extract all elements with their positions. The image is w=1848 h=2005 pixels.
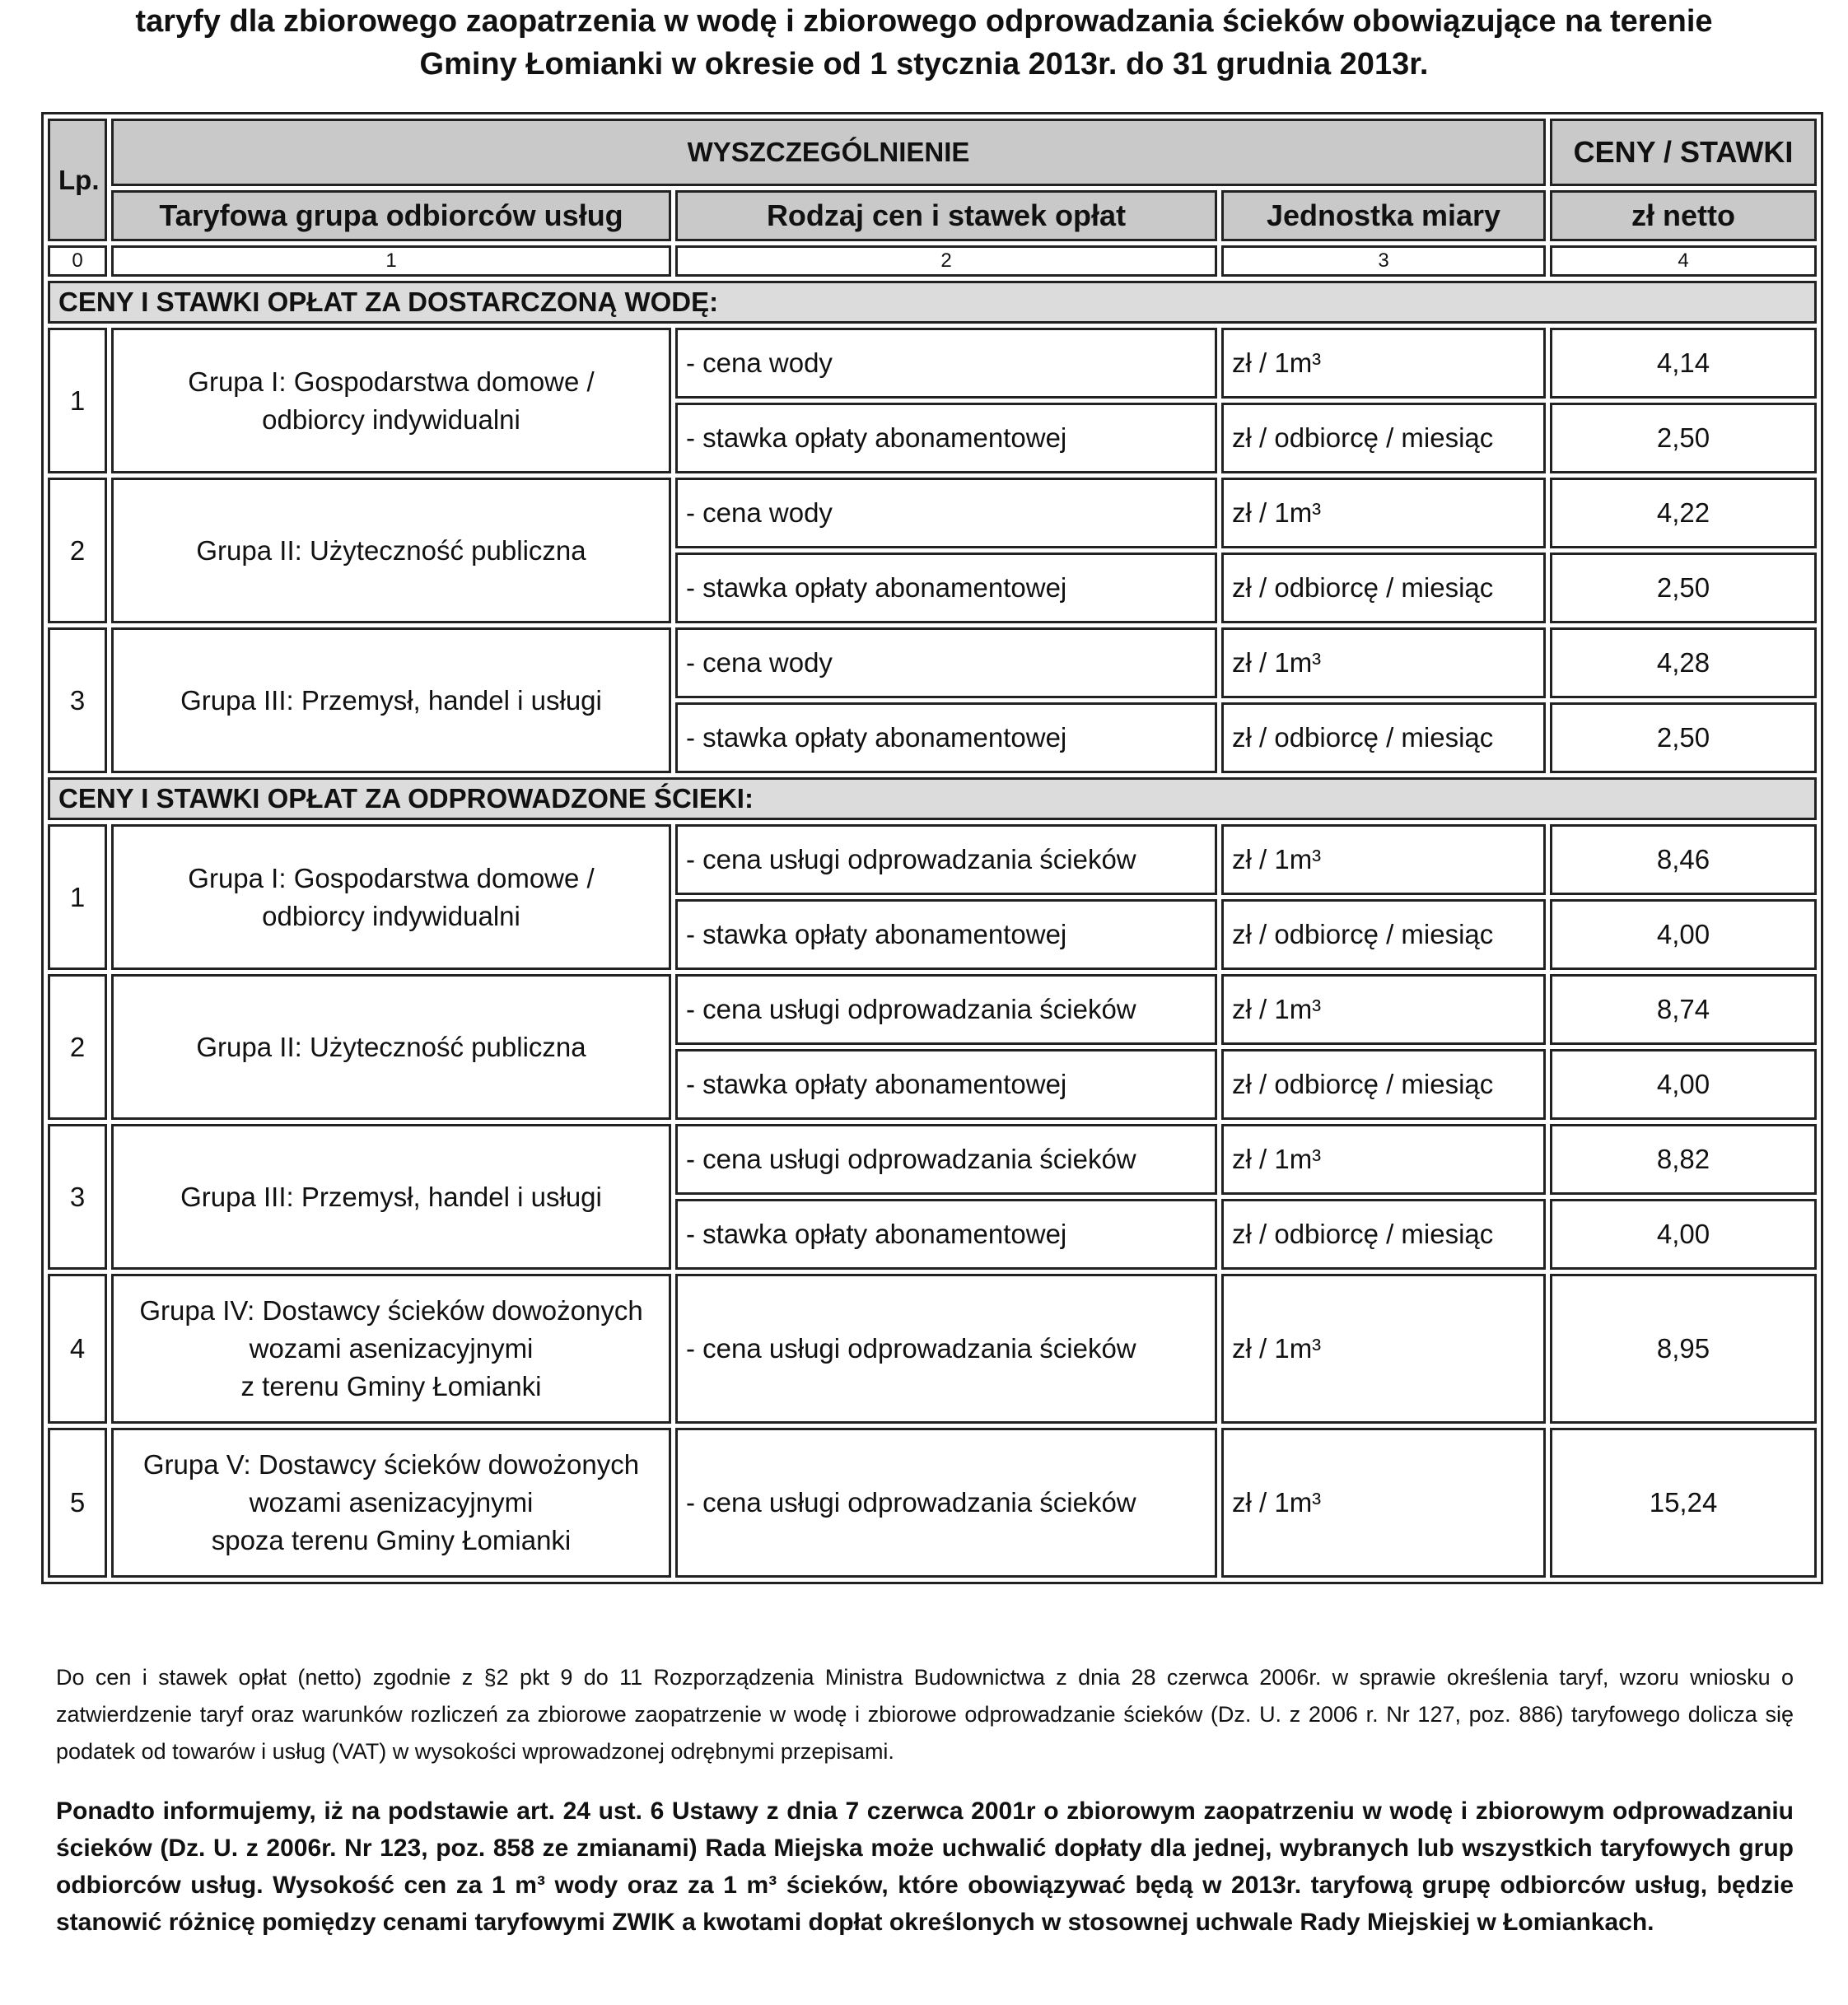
- column-index-0: 0: [48, 245, 107, 277]
- unit: zł / odbiorcę / miesiąc: [1221, 1199, 1546, 1270]
- group-name: [111, 1124, 671, 1270]
- group-name-line: odbiorcy indywidualni: [262, 900, 520, 931]
- table-row: [48, 824, 1817, 895]
- price: 15,24: [1550, 1428, 1817, 1578]
- group-name-line: Grupa V: Dostawcy ścieków dowożonych: [142, 1449, 640, 1480]
- group-lp: 1: [48, 824, 107, 970]
- group-name: [111, 328, 671, 473]
- section-sewage-title: CENY I STAWKI OPŁAT ZA ODPROWADZONE ŚCIEKI:: [48, 777, 1817, 820]
- charge-type: - stawka opłaty abonamentowej: [675, 899, 1217, 970]
- group-name: [111, 974, 671, 1120]
- unit: zł / odbiorcę / miesiąc: [1221, 1049, 1546, 1120]
- charge-type: - cena usługi odprowadzania ścieków: [675, 824, 1217, 895]
- group-name-line: wozami asenizacyjnymi: [249, 1333, 534, 1364]
- charge-type: - stawka opłaty abonamentowej: [675, 702, 1217, 773]
- charge-type: - cena wody: [675, 627, 1217, 698]
- header-jednostka: Jednostka miary: [1221, 190, 1546, 241]
- price: 2,50: [1550, 403, 1817, 473]
- charge-type: - stawka opłaty abonamentowej: [675, 553, 1217, 623]
- group-lp: 3: [48, 1124, 107, 1270]
- price: 2,50: [1550, 702, 1817, 773]
- group-lp: 1: [48, 328, 107, 473]
- unit: zł / 1m³: [1221, 627, 1546, 698]
- group-lp: 2: [48, 974, 107, 1120]
- group-name-line: wozami asenizacyjnymi: [249, 1487, 534, 1518]
- group-name-line: Grupa III: Przemysł, handel i usługi: [180, 684, 602, 716]
- unit: zł / 1m³: [1221, 328, 1546, 399]
- group-name-line: odbiorcy indywidualni: [262, 403, 520, 435]
- unit: zł / odbiorcę / miesiąc: [1221, 702, 1546, 773]
- charge-type: - stawka opłaty abonamentowej: [675, 1049, 1217, 1120]
- table-row: [48, 1124, 1817, 1195]
- unit: zł / odbiorcę / miesiąc: [1221, 899, 1546, 970]
- group-name: [111, 1428, 671, 1578]
- column-index-3: 3: [1221, 245, 1546, 277]
- header-rodzaj: Rodzaj cen i stawek opłat: [675, 190, 1217, 241]
- group-name-line: Grupa I: Gospodarstwa domowe /: [188, 862, 595, 893]
- title-line-2: Gminy Łomianki w okresie od 1 stycznia 2013r. do 31 grudnia 2013r.: [419, 47, 1429, 82]
- table-row: [48, 328, 1817, 399]
- group-name-line: Grupa I: Gospodarstwa domowe /: [188, 366, 595, 397]
- price: 8,82: [1550, 1124, 1817, 1195]
- price: 4,22: [1550, 478, 1817, 548]
- charge-type: - cena wody: [675, 478, 1217, 548]
- price: 4,00: [1550, 899, 1817, 970]
- header-netto: zł netto: [1550, 190, 1817, 241]
- unit: zł / 1m³: [1221, 1274, 1546, 1424]
- unit: zł / 1m³: [1221, 478, 1546, 548]
- unit: zł / 1m³: [1221, 974, 1546, 1045]
- notice: Ponadto informujemy, iż na podstawie art. 24 ust. 6 Ustawy z dnia 7 czerwca 2001r o zbiorowym zaopatrzeniu w wodę i zbiorowym odprowadzaniu ścieków (Dz. U. z 2006r. Nr 123, poz. 858 ze zmianami) Rada Miejska może uchwalić dopłaty dla jednej, wybranych lub wszystkich taryfowych grup odbiorców usług. Wysokość cen za 1 m³ wody oraz za 1 m³ ścieków, które obowiązywać będą w 2013r. taryfową grupę odbiorców usług, będzie stanowić różnicę pomiędzy cenami taryfowymi ZWIK a kwotami dopłat określonych w stosownej uchwale Rady Miejskiej w Łomiankach.: [56, 1798, 1794, 1936]
- price: 8,74: [1550, 974, 1817, 1045]
- price: 8,95: [1550, 1274, 1817, 1424]
- charge-type: - stawka opłaty abonamentowej: [675, 1199, 1217, 1270]
- group-lp: 4: [48, 1274, 107, 1424]
- group-lp: 2: [48, 478, 107, 623]
- unit: zł / odbiorcę / miesiąc: [1221, 553, 1546, 623]
- header-wyszczegolnienie: WYSZCZEGÓLNIENIE: [111, 119, 1546, 186]
- column-index-4: 4: [1550, 245, 1817, 277]
- price: 4,00: [1550, 1199, 1817, 1270]
- group-name: [111, 627, 671, 773]
- section-water-title: CENY I STAWKI OPŁAT ZA DOSTARCZONĄ WODĘ:: [48, 281, 1817, 324]
- charge-type: - cena wody: [675, 328, 1217, 399]
- table-row: [48, 627, 1817, 698]
- charge-type: - cena usługi odprowadzania ścieków: [675, 1274, 1217, 1424]
- header-grupa: Taryfowa grupa odbiorców usług: [111, 190, 671, 241]
- charge-type: - cena usługi odprowadzania ścieków: [675, 1124, 1217, 1195]
- column-index-1: 1: [111, 245, 671, 277]
- price: 8,46: [1550, 824, 1817, 895]
- charge-type: - cena usługi odprowadzania ścieków: [675, 1428, 1217, 1578]
- footnote: Do cen i stawek opłat (netto) zgodnie z §2 pkt 9 do 11 Rozporządzenia Ministra Budownictwa z dnia 28 czerwca 2006r. w sprawie określenia taryf, wzoru wniosku o zatwierdzenie taryf oraz warunków rozliczeń za zbiorowe zaopatrzenie w wodę i zbiorowe odprowadzanie ścieków (Dz. U. z 2006 r. Nr 127, poz. 886) taryfowego dolicza się podatek od towarów i usług (VAT) w wysokości wprowadzonej odrębnymi przepisami.: [56, 1665, 1794, 1764]
- charge-type: - stawka opłaty abonamentowej: [675, 403, 1217, 473]
- table-row: [48, 478, 1817, 548]
- group-name-line: Grupa IV: Dostawcy ścieków dowożonych: [139, 1295, 643, 1326]
- price: 4,14: [1550, 328, 1817, 399]
- unit: zł / 1m³: [1221, 1428, 1546, 1578]
- group-name-line: Grupa II: Użyteczność publiczna: [196, 1031, 586, 1062]
- tariff-table: [41, 112, 1823, 1584]
- group-name-line: z terenu Gminy Łomianki: [240, 1371, 542, 1401]
- group-lp: 3: [48, 627, 107, 773]
- title-line-1: taryfy dla zbiorowego zaopatrzenia w wodę i zbiorowego odprowadzania ścieków obowiązujące na terenie: [135, 4, 1713, 39]
- document-title: [0, 0, 1848, 86]
- table-row: [48, 1428, 1817, 1578]
- column-index-2: 2: [675, 245, 1217, 277]
- header-lp: Lp.: [48, 119, 107, 241]
- unit: zł / 1m³: [1221, 1124, 1546, 1195]
- unit: zł / odbiorcę / miesiąc: [1221, 403, 1546, 473]
- group-name-line: Grupa II: Użyteczność publiczna: [196, 534, 586, 566]
- price: 2,50: [1550, 553, 1817, 623]
- price: 4,28: [1550, 627, 1817, 698]
- group-name-line: spoza terenu Gminy Łomianki: [211, 1525, 572, 1555]
- header-ceny-stawki: CENY / STAWKI: [1550, 119, 1817, 186]
- charge-type: - cena usługi odprowadzania ścieków: [675, 974, 1217, 1045]
- group-name: [111, 1274, 671, 1424]
- table-row: [48, 1274, 1817, 1424]
- unit: zł / 1m³: [1221, 824, 1546, 895]
- group-lp: 5: [48, 1428, 107, 1578]
- group-name: [111, 824, 671, 970]
- group-name-line: Grupa III: Przemysł, handel i usługi: [180, 1181, 602, 1212]
- price: 4,00: [1550, 1049, 1817, 1120]
- group-name: [111, 478, 671, 623]
- table-row: [48, 974, 1817, 1045]
